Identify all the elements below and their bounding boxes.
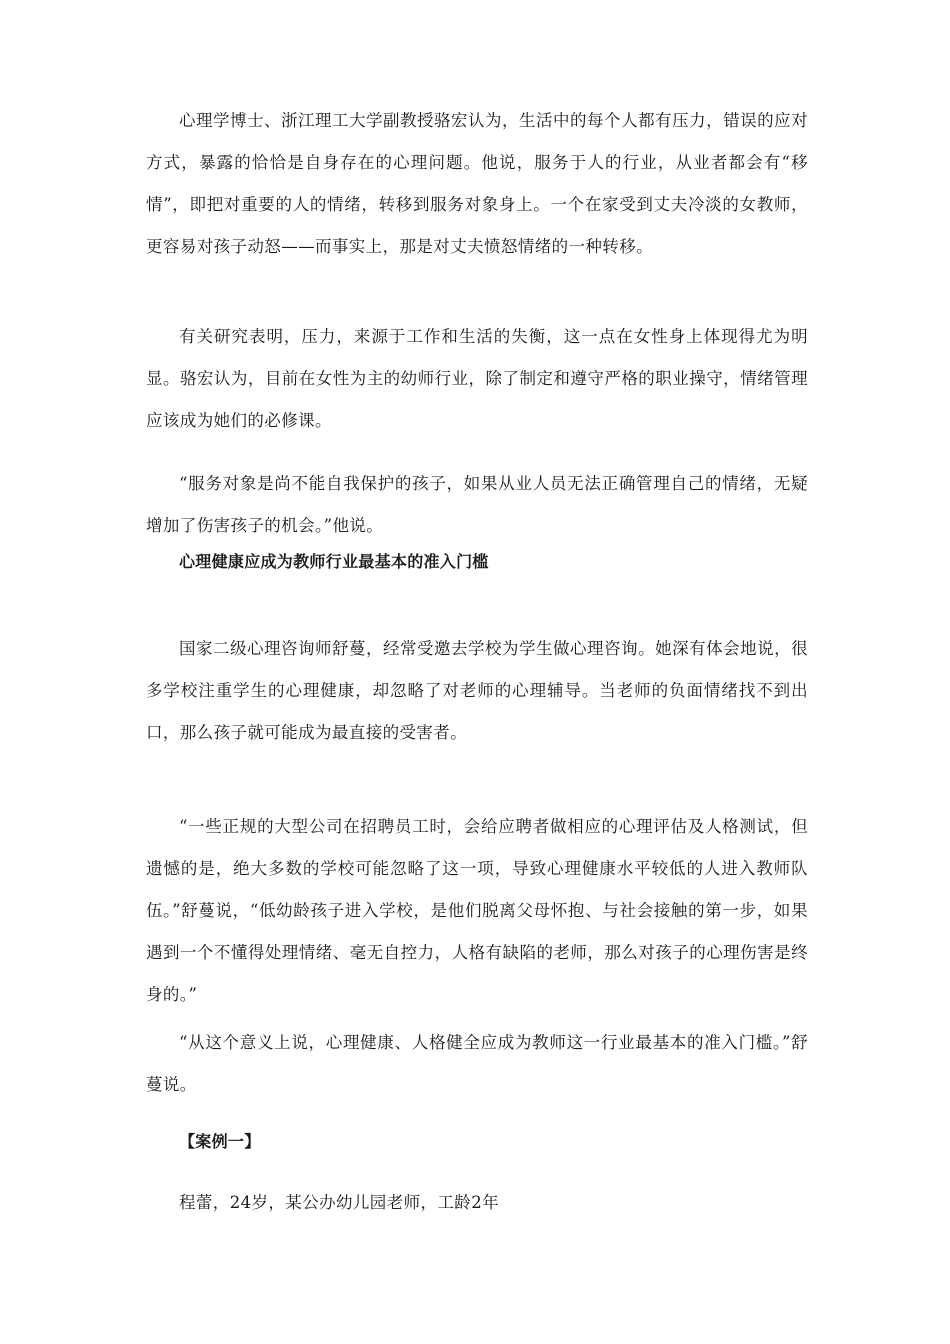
paragraph-quote-threshold: “从这个意义上说，心理健康、人格健全应成为教师这一行业最基本的准入门槛。”舒蔓说。 [146, 1033, 808, 1094]
section-heading-mental-health-threshold: 心理健康应成为教师行业最基本的准入门槛 [179, 552, 489, 571]
section-heading-case-one: 【案例一】 [179, 1132, 261, 1151]
paragraph-quote-recruitment: “一些正规的大型公司在招聘员工时，会给应聘者做相应的心理评估及人格测试，但遗憾的是，绝大多数的学校可能忽略了这一项，导致心理健康水平较低的人进入教师队伍。”舒蔓说，“低幼龄孩子进入学校，是他们脱离父母怀抱、与社会接触的第一步，如果遇到一个不懂得处理情绪、毫无自控力，人格有缺陷的老师，那么对孩子的心理伤害是终身的。” [146, 817, 808, 1004]
paragraph-shu-man-counselor: 国家二级心理咨询师舒蔓，经常受邀去学校为学生做心理咨询。她深有体会地说，很多学校注重学生的心理健康，却忽略了对老师的心理辅导。当老师的负面情绪找不到出口，那么孩子就可能成为最直接的受害者。 [146, 639, 808, 742]
paragraph-stress-research: 有关研究表明，压力，来源于工作和生活的失衡，这一点在女性身上体现得尤为明显。骆宏认为，目前在女性为主的幼师行业，除了制定和遵守严格的职业操守，情绪管理应该成为她们的必修课。 [146, 327, 808, 430]
paragraph-quote-service-object: “服务对象是尚不能自我保护的孩子，如果从业人员无法正确管理自己的情绪，无疑增加了伤害孩子的机会。”他说。 [146, 474, 808, 535]
paragraph-luo-hong-transference: 心理学博士、浙江理工大学副教授骆宏认为，生活中的每个人都有压力，错误的应对方式，暴露的恰恰是自身存在的心理问题。他说，服务于人的行业，从业者都会有“移情”，即把对重要的人的情绪，转移到服务对象身上。一个在家受到丈夫冷淡的女教师，更容易对孩子动怒——而事实上，那是对丈夫愤怒情绪的一种转移。 [146, 111, 808, 256]
paragraph-case-one-profile: 程蕾，24岁，某公办幼儿园老师，工龄2年 [179, 1193, 499, 1212]
